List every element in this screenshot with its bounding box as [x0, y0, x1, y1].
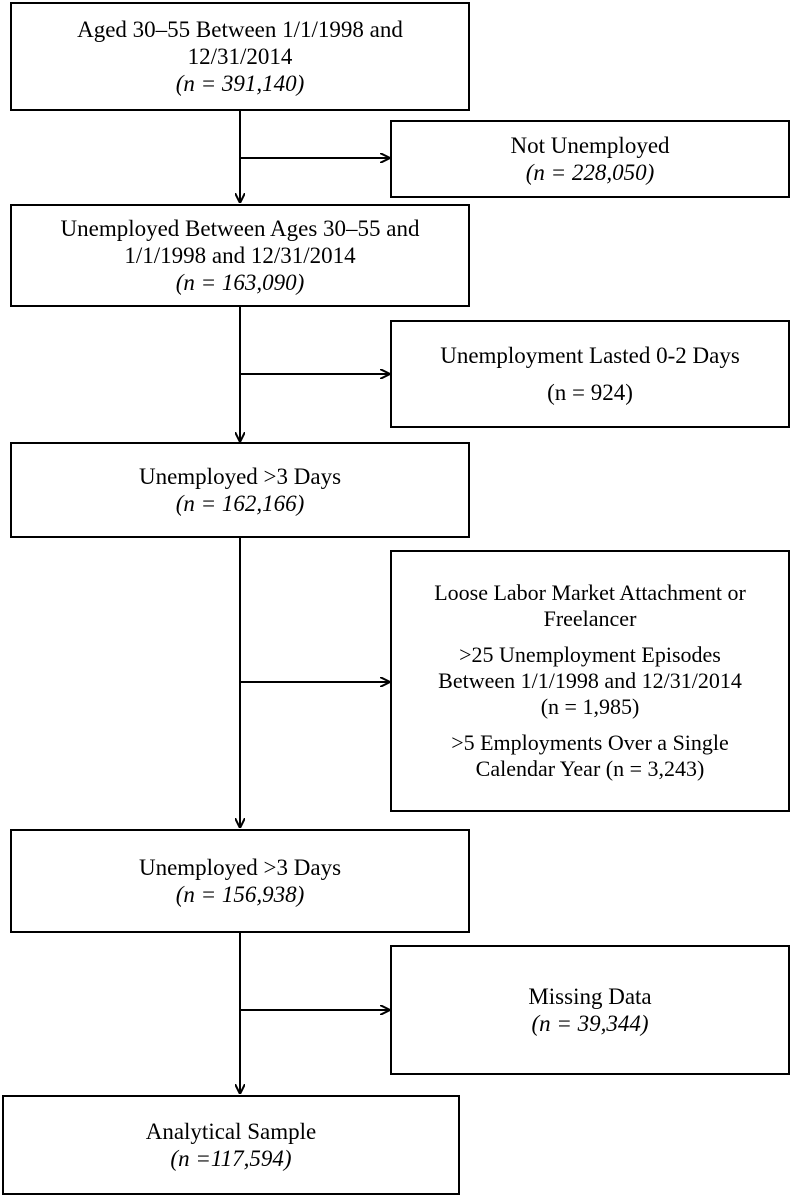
box-not-unemployed — [390, 120, 790, 198]
count-label: (n = 1,985) — [540, 694, 640, 719]
count-label: (n = 39,344) — [531, 1011, 649, 1036]
count-label: (n = 162,166) — [175, 491, 305, 516]
box-line: Unemployed Between Ages 30–55 and — [60, 216, 420, 241]
count-label: (n = 228,050) — [525, 160, 655, 185]
box-line: Unemployed >3 Days — [138, 464, 342, 489]
box-unemployed-over-3-days — [10, 442, 470, 538]
box-line: Unemployment Lasted 0-2 Days — [440, 343, 740, 368]
box-line: >5 Employments Over a Single — [451, 730, 729, 755]
box-aged-30-55 — [10, 2, 470, 111]
box-line: Missing Data — [528, 984, 652, 1009]
box-line: Analytical Sample — [145, 1119, 317, 1144]
box-analytical-sample — [2, 1095, 460, 1195]
box-line: 12/31/2014 — [187, 44, 293, 69]
box-unemployed-over-3-days-filtered — [10, 829, 470, 933]
box-missing-data — [390, 945, 790, 1075]
box-line: 1/1/1998 and 12/31/2014 — [124, 243, 356, 268]
box-line: Unemployed >3 Days — [138, 855, 342, 880]
exclusion-criterion-unemployment-episodes — [438, 642, 742, 720]
box-line: >25 Unemployment Episodes — [459, 642, 721, 667]
count-label: (n = 163,090) — [175, 270, 305, 295]
box-line: Freelancer — [543, 606, 637, 631]
count-label: (n =117,594) — [170, 1146, 292, 1171]
box-line: Loose Labor Market Attachment or — [434, 580, 746, 605]
box-unemployment-0-2-days — [390, 320, 790, 428]
count-label: (n = 924) — [547, 380, 633, 405]
count-label: (n = 156,938) — [175, 882, 305, 907]
count-label: (n = 391,140) — [175, 71, 305, 96]
box-line: Aged 30–55 Between 1/1/1998 and — [77, 17, 403, 42]
exclusion-criterion-employments-per-year — [451, 730, 729, 782]
box-line: Between 1/1/1998 and 12/31/2014 — [438, 668, 742, 693]
box-line: Calendar Year (n = 3,243) — [475, 756, 705, 781]
box-line: Not Unemployed — [510, 133, 670, 158]
box-loose-labor-market-attachment — [390, 550, 790, 812]
exclusion-criterion-freelancer — [434, 580, 746, 632]
box-unemployed-ages-30-55 — [10, 204, 470, 307]
